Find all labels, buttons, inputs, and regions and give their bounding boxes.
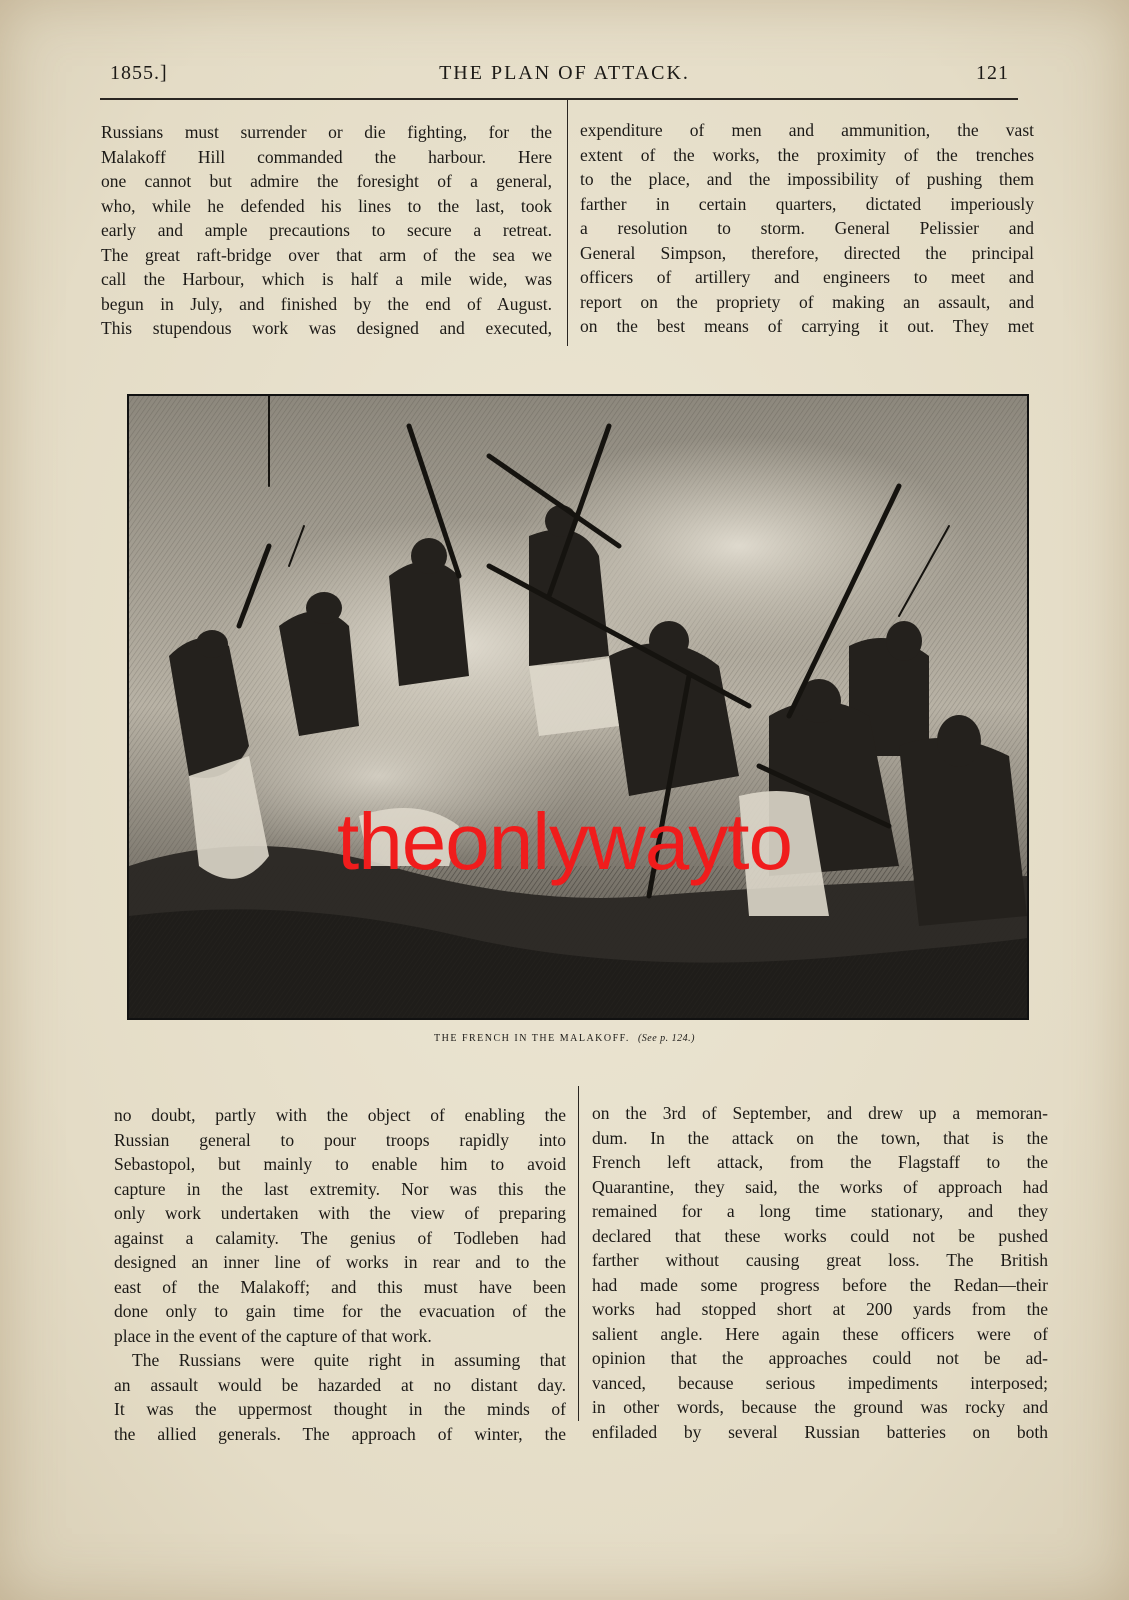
text-line: report on the propriety of making an assault, and [580, 291, 1034, 312]
text-line: expenditure of men and ammunition, the vast [580, 120, 1034, 140]
text-line: one cannot but admire the foresight of a general, [101, 171, 552, 191]
text-line: opinion that the approaches could not be ad- [592, 1348, 1048, 1368]
text-line: east of the Malakoff; and this must have been [114, 1276, 566, 1297]
text-line: to the place, and the impossibility of pushing them [580, 169, 1034, 189]
column-bottom-left [114, 1103, 566, 1446]
header-year: 1855.] [110, 62, 168, 84]
column-divider-bottom [578, 1086, 579, 1421]
text-line: dum. In the attack on the town, that is the [592, 1127, 1048, 1148]
text-line: enfiladed by several Russian batteries on both [592, 1421, 1048, 1442]
text-line: This stupendous work was designed and executed, [101, 318, 552, 338]
page-number: 121 [976, 62, 1009, 84]
text-line: place in the event of the capture of that work. [114, 1325, 432, 1346]
column-divider-top [567, 100, 568, 346]
engraving-illustration [127, 394, 1029, 1020]
column-top-right [580, 118, 1034, 339]
text-line: only work undertaken with the view of preparing [114, 1203, 566, 1223]
text-line: declared that these works could not be pushed [592, 1225, 1048, 1246]
text-line: salient angle. Here again these officers were of [592, 1323, 1048, 1344]
column-top-left [101, 120, 552, 341]
caption-page-reference: (See p. 124.) [637, 1033, 695, 1044]
text-line: officers of artillery and engineers to meet and [580, 267, 1034, 287]
text-line: an assault would be hazarded at no distant day. [114, 1374, 566, 1395]
text-line: General Simpson, therefore, directed the principal [580, 242, 1034, 263]
text-line: begun in July, and finished by the end of August. [101, 293, 552, 314]
text-line: extent of the works, the proximity of the trenches [580, 144, 1034, 165]
text-line: against a calamity. The genius of Todleben had [114, 1227, 566, 1248]
text-line: Russian general to pour troops rapidly into [114, 1129, 566, 1150]
column-bottom-right [592, 1101, 1048, 1444]
text-line: capture in the last extremity. Nor was this the [114, 1178, 566, 1199]
text-line: done only to gain time for the evacuation of the [114, 1301, 566, 1321]
text-line: early and ample precautions to secure a retreat. [101, 220, 552, 240]
text-line: on the best means of carrying it out. They met [580, 316, 1034, 336]
text-line: Russians must surrender or die fighting, for the [101, 122, 552, 142]
text-line: no doubt, partly with the object of enabling the [114, 1105, 566, 1125]
text-line: remained for a long time stationary, and they [592, 1201, 1048, 1221]
text-line: had made some progress before the Redan—their [592, 1274, 1048, 1295]
text-line: designed an inner line of works in rear and to the [114, 1252, 566, 1272]
header-rule [100, 98, 1018, 100]
text-line: Sebastopol, but mainly to enable him to avoid [114, 1154, 566, 1174]
text-line: on the 3rd of September, and drew up a memoran- [592, 1103, 1048, 1123]
text-line: farther in certain quarters, dictated imperiously [580, 193, 1034, 214]
text-line: The great raft-bridge over that arm of the sea we [101, 244, 552, 265]
text-line: Malakoff Hill commanded the harbour. Here [101, 146, 552, 167]
running-title: THE PLAN OF ATTACK. [439, 62, 690, 84]
text-line: the allied generals. The approach of winter, the [114, 1423, 566, 1444]
text-line: in other words, because the ground was rocky and [592, 1397, 1048, 1417]
illustration-caption [0, 1033, 1129, 1044]
text-line: a resolution to storm. General Pelissier and [580, 218, 1034, 238]
text-line: who, while he defended his lines to the last, took [101, 195, 552, 216]
text-line: vanced, because serious impediments interposed; [592, 1372, 1048, 1393]
text-line: farther without causing great loss. The British [592, 1250, 1048, 1270]
text-line: Quarantine, they said, the works of approach had [592, 1176, 1048, 1197]
caption-title: THE FRENCH IN THE MALAKOFF. [434, 1033, 630, 1044]
watermark-text: theonlywayto [337, 797, 792, 886]
text-line: It was the uppermost thought in the minds of [114, 1399, 566, 1419]
text-line: call the Harbour, which is half a mile wide, was [101, 269, 552, 289]
text-line: works had stopped short at 200 yards from the [592, 1299, 1048, 1319]
battle-scene-image [129, 396, 1027, 1018]
text-line: French left attack, from the Flagstaff to the [592, 1152, 1048, 1172]
text-line: The Russians were quite right in assuming that [132, 1350, 566, 1370]
